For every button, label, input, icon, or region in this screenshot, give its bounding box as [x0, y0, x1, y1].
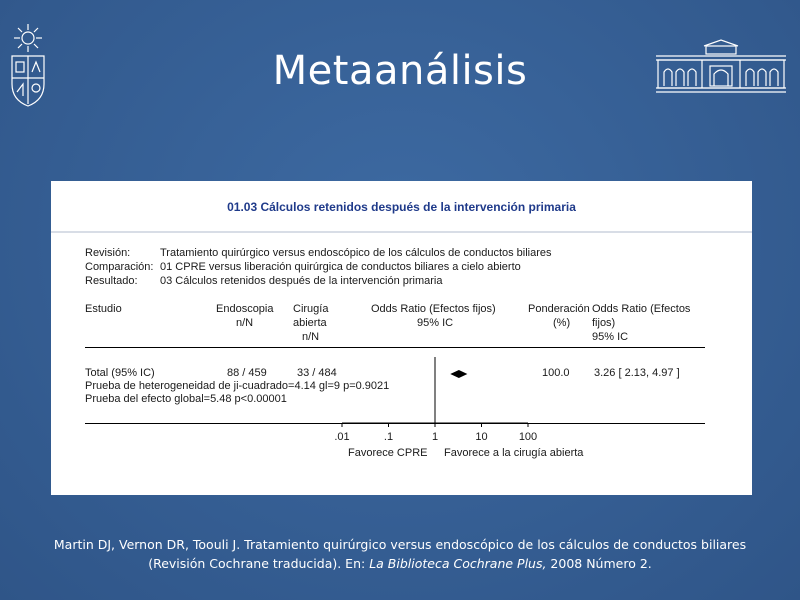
total-odds-ratio-text: 3.26 [ 2.13, 4.97 ] — [594, 367, 680, 379]
col-header-odds-ratio-ci: 95% IC — [417, 317, 454, 329]
col-header-surgery: Cirugía — [293, 303, 329, 315]
figure-header — [51, 181, 752, 233]
total-endoscopy: 88 / 459 — [227, 367, 267, 379]
citation-line-2-end: 2008 Número 2. — [546, 556, 652, 571]
citation-line-1: Martin DJ, Vernon DR, Toouli J. Tratamiento quirúrgico versus endoscópico de los cálculos de conductos biliares — [53, 537, 747, 552]
university-crest-logo — [6, 22, 50, 108]
slide-title: Metaanálisis — [272, 48, 528, 94]
col-header-weight-pct: (%) — [553, 317, 571, 329]
header-divider — [85, 347, 705, 348]
col-header-endoscopy: Endoscopia — [216, 303, 274, 315]
building-logo — [654, 38, 788, 94]
total-label: Total (95% IC) — [85, 367, 155, 379]
figure-title: 01.03 Cálculos retenidos después de la intervención primaria — [227, 200, 576, 214]
x-tick-label: 1 — [431, 431, 439, 443]
x-tick-label: 100 — [518, 431, 538, 443]
col-header-surgery-open: abierta — [293, 317, 327, 329]
meta-review-label: Revisión: — [85, 247, 131, 259]
overall-effect-test: Prueba del efecto global=5.48 p<0.00001 — [85, 393, 287, 405]
col-header-odds-ratio: Odds Ratio (Efectos fijos) — [371, 303, 496, 315]
col-header-odds-ratio-2: Odds Ratio (Efectos — [592, 303, 691, 315]
favours-right-label: Favorece a la cirugía abierta — [444, 447, 584, 459]
x-tick-label: .1 — [383, 431, 394, 443]
citation-source-title: La Biblioteca Cochrane Plus, — [369, 556, 547, 571]
citation-caption — [20, 535, 780, 573]
col-header-weight: Ponderación — [528, 303, 590, 315]
x-tick-label: 10 — [475, 431, 488, 443]
total-surgery: 33 / 484 — [297, 367, 337, 379]
x-tick-label: .01 — [334, 431, 350, 443]
citation-line-2-start: (Revisión Cochrane traducida). En: — [148, 556, 370, 571]
meta-comparison-label: Comparación: — [85, 261, 154, 273]
total-weight: 100.0 — [542, 367, 570, 379]
heterogeneity-test: Prueba de heterogeneidad de ji-cuadrado=4.14 gl=9 p=0.9021 — [85, 380, 390, 392]
col-header-endoscopy-nn: n/N — [236, 317, 254, 329]
meta-review-value: Tratamiento quirúrgico versus endoscópico de los cálculos de conductos biliares — [160, 247, 552, 259]
col-header-study: Estudio — [85, 303, 122, 315]
pooled-effect-diamond — [450, 370, 467, 378]
favours-left-label: Favorece CPRE — [348, 447, 428, 459]
col-header-odds-ratio-2-ci: 95% IC — [592, 331, 629, 343]
forest-plot-figure — [51, 181, 752, 495]
axis-divider — [85, 423, 705, 424]
col-header-odds-ratio-2-fixed: fijos) — [592, 317, 616, 329]
meta-outcome-value: 03 Cálculos retenidos después de la intervención primaria — [160, 275, 443, 287]
col-header-surgery-nn: n/N — [302, 331, 320, 343]
meta-outcome-label: Resultado: — [85, 275, 138, 287]
meta-comparison-value: 01 CPRE versus liberación quirúrgica de conductos biliares a cielo abierto — [160, 261, 521, 273]
